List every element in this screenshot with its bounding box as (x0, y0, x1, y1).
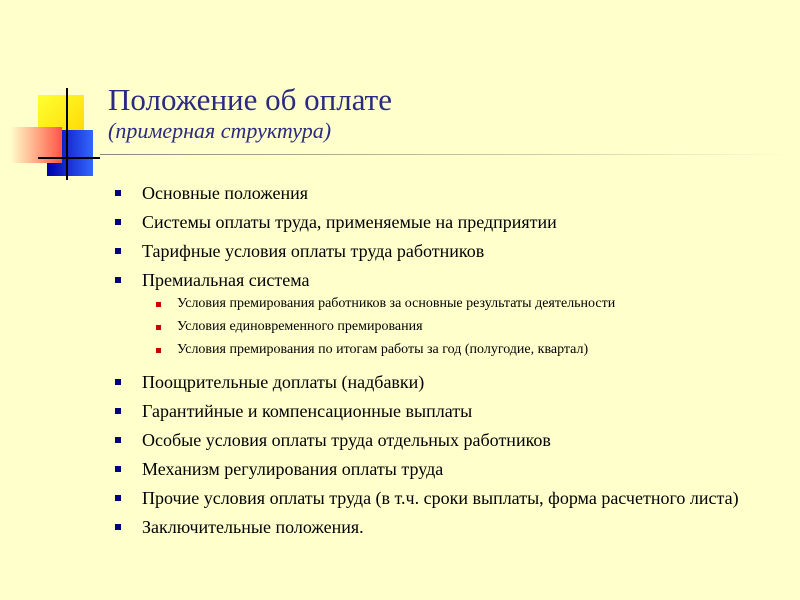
decor-horizontal-line (38, 157, 100, 159)
list-item (142, 487, 762, 509)
sub-list-item (177, 318, 797, 336)
square-bullet-icon (115, 437, 121, 443)
square-bullet-icon (115, 277, 121, 283)
list-item (142, 240, 762, 262)
list-item-label: Прочие условия оплаты труда (в т.ч. сроки выплаты, форма расчетного листа) (142, 488, 739, 508)
list-item-label: Гарантийные и компенсационные выплаты (142, 401, 473, 421)
square-bullet-icon (115, 379, 121, 385)
bullet-list (142, 182, 762, 538)
list-item (142, 269, 762, 359)
square-bullet-icon (115, 248, 121, 254)
title-underline (100, 154, 790, 155)
square-bullet-icon (115, 408, 121, 414)
sub-list-item-label: Условия премирования по итогам работы за год (полугодие, квартал) (177, 342, 589, 357)
list-item (142, 211, 762, 233)
list-item (142, 182, 762, 204)
list-item-label: Поощрительные доплаты (надбавки) (142, 372, 425, 392)
title-main: Положение об оплате (108, 82, 392, 117)
list-item-label: Механизм регулирования оплаты труда (142, 459, 444, 479)
slide-title (108, 82, 392, 144)
sub-list-item (177, 295, 797, 313)
list-item (142, 458, 762, 480)
list-item (142, 371, 762, 393)
decor-vertical-line (66, 88, 68, 180)
sub-list-item-label: Условия премирования работников за основные результаты деятельности (177, 296, 616, 311)
title-subtitle: (примерная структура) (108, 118, 332, 143)
square-sub-bullet-icon (156, 348, 161, 353)
list-item-label: Заключительные положения. (142, 517, 364, 537)
square-bullet-icon (115, 524, 121, 530)
list-item-label: Тарифные условия оплаты труда работников (142, 241, 485, 261)
sub-list-item (177, 341, 797, 359)
square-sub-bullet-icon (156, 302, 161, 307)
list-item (142, 429, 762, 451)
square-bullet-icon (115, 495, 121, 501)
list-item (142, 400, 762, 422)
square-bullet-icon (115, 466, 121, 472)
square-bullet-icon (115, 219, 121, 225)
list-item-label: Основные положения (142, 183, 308, 203)
sub-bullet-list (142, 295, 762, 359)
sub-list-item-label: Условия единовременного премирования (177, 319, 423, 334)
list-item (142, 516, 762, 538)
list-item-label: Премиальная система (142, 270, 310, 290)
list-item-label: Системы оплаты труда, применяемые на предприятии (142, 212, 557, 232)
bullet-list-container (142, 182, 762, 545)
list-item-label: Особые условия оплаты труда отдельных работников (142, 430, 551, 450)
square-bullet-icon (115, 190, 121, 196)
square-sub-bullet-icon (156, 325, 161, 330)
